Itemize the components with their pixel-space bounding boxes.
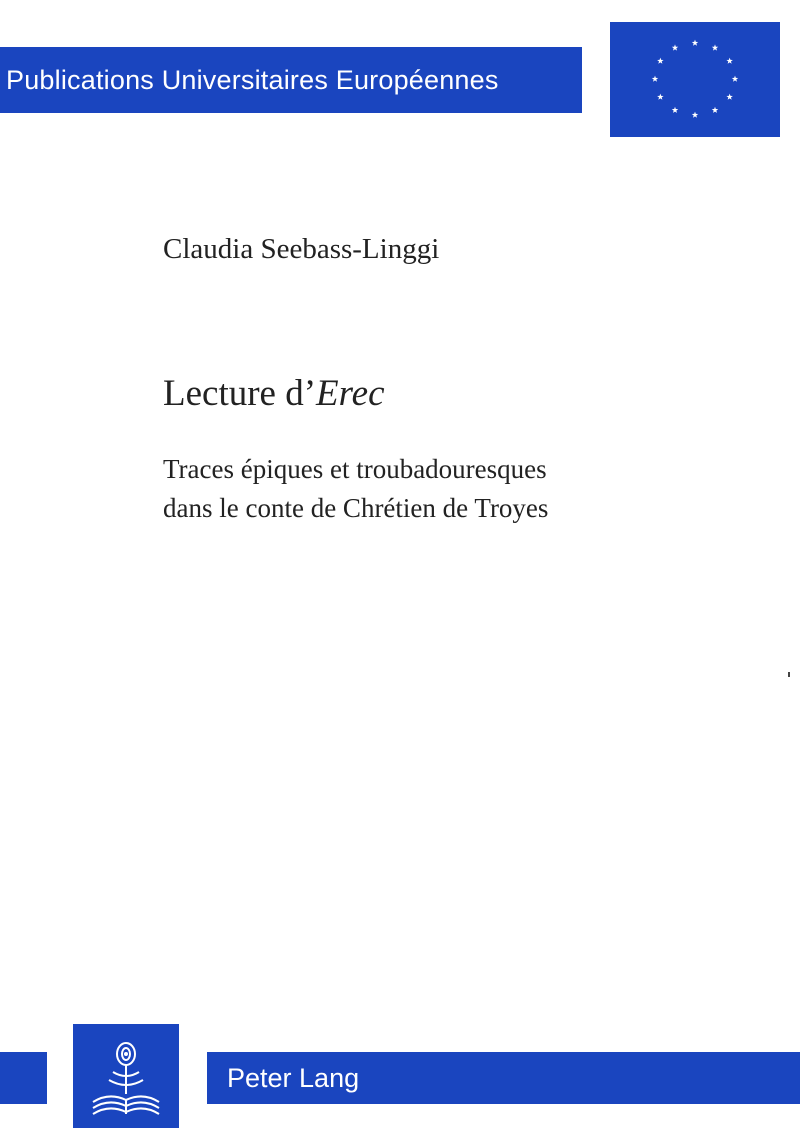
subtitle-line-1: Traces épiques et troubadouresques (163, 454, 547, 484)
book-subtitle (163, 450, 548, 528)
flag-star-icon (657, 94, 663, 100)
flag-star-icon (726, 58, 732, 64)
flag-star-icon (732, 76, 738, 82)
flag-star-icon (726, 94, 732, 100)
print-speck (788, 672, 790, 677)
series-name: Publications Universitaires Européennes (6, 64, 499, 95)
publisher-name: Peter Lang (227, 1062, 360, 1093)
title-italic: Erec (316, 373, 385, 414)
flag-star-icon (712, 44, 718, 50)
flag-star-icon (712, 107, 718, 113)
eu-flag-icon (610, 22, 780, 137)
flag-star-icon (672, 44, 678, 50)
author-name: Claudia Seebass-Linggi (163, 233, 440, 265)
flag-star-icon (692, 40, 698, 46)
book-title (163, 372, 385, 415)
subtitle-line-2: dans le conte de Chrétien de Troyes (163, 493, 549, 523)
flag-star-icon (657, 58, 663, 64)
flag-star-icon (692, 112, 698, 118)
title-prefix: Lecture d’ (163, 373, 317, 414)
publisher-band-left (0, 1052, 47, 1104)
peter-lang-logo-icon (73, 1024, 179, 1128)
flag-star-icon (652, 76, 658, 82)
flag-star-icon (672, 107, 678, 113)
publisher-band (207, 1052, 800, 1104)
series-band (0, 47, 582, 113)
